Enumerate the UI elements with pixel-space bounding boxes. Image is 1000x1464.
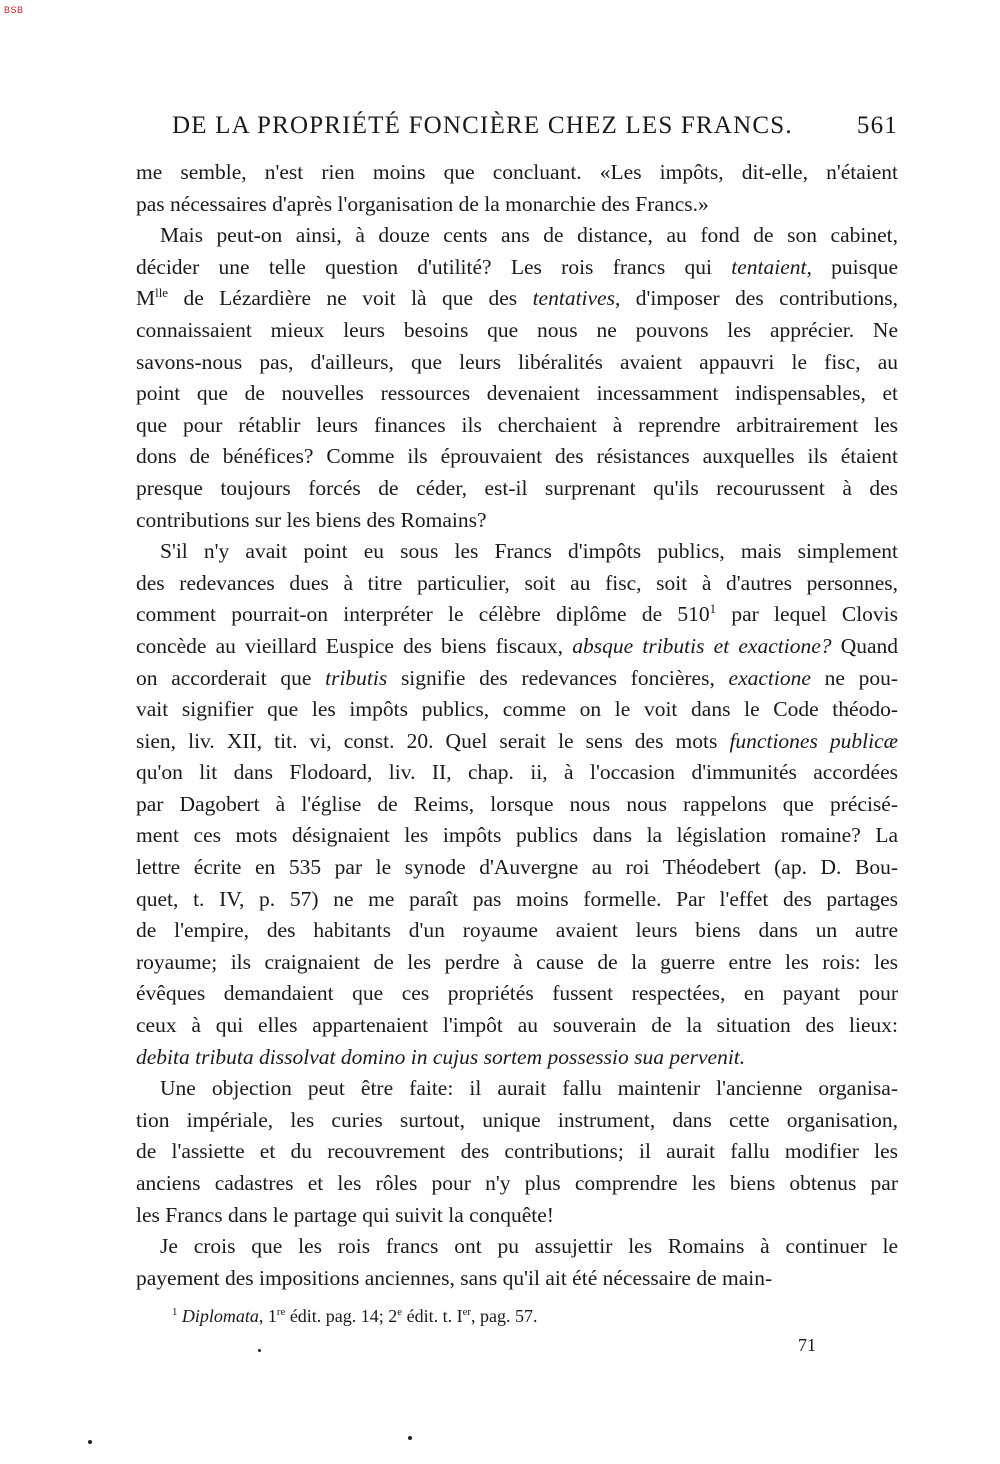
paragraph	[136, 1231, 898, 1294]
text-line	[136, 189, 898, 221]
italic-text: tentatives	[532, 286, 615, 311]
speck	[408, 1436, 412, 1440]
signature-mark: 71	[798, 1335, 816, 1355]
text-run: concède au vieillard Euspice des biens fiscaux,	[136, 633, 573, 658]
text-run: que pour rétablir leurs finances ils cherchaient à reprendre arbitrairement les	[136, 412, 898, 437]
speck	[258, 1349, 261, 1352]
paragraph	[136, 157, 898, 220]
text-line	[136, 441, 898, 473]
text-run: ceux à qui elles appartenaient l'impôt au souverain de la situation des lieux:	[136, 1013, 898, 1038]
text-run: qu'on lit dans Flodoard, liv. II, chap. ii, à l'occasion d'immunités accordées	[136, 760, 898, 785]
text-run: me semble, n'est rien moins que concluant. «Les impôts, dit-elle, n'étaient	[136, 160, 898, 184]
italic-text: Diplomata	[181, 1306, 259, 1326]
text-run: point que de nouvelles ressources devenaient incessamment indispensables, et	[136, 381, 898, 406]
text-line	[136, 1010, 898, 1042]
superscript: lle	[155, 286, 169, 301]
superscript: e	[397, 1306, 403, 1318]
text-run: S'il n'y avait point eu sous les Francs d'impôts publics, mais simplement	[160, 539, 898, 564]
text-line	[136, 978, 898, 1010]
text-line	[136, 473, 898, 505]
running-head	[172, 112, 898, 140]
text-line	[136, 1200, 898, 1232]
text-line	[136, 220, 898, 252]
text-line	[136, 252, 898, 284]
text-run: sien, liv. XII, tit. vi, const. 20. Quel serait le sens des mots	[136, 728, 730, 753]
text-line	[136, 884, 898, 916]
text-run: tion impériale, les curies surtout, unique instrument, dans cette organisation,	[136, 1107, 898, 1132]
italic-text: functiones publicæ	[729, 728, 898, 753]
text-run: Mais peut-on ainsi, à douze cents ans de distance, au fond de son cabinet,	[160, 223, 898, 248]
text-run: payement des impositions anciennes, sans qu'il ait été nécessaire de main-	[136, 1265, 773, 1290]
text-run: de l'assiette et du recouvrement des contributions; il aurait fallu modifier les	[136, 1139, 898, 1164]
text-run: , puisque	[806, 254, 898, 279]
italic-text: debita tributa dissolvat domino in cujus sortem possessio sua pervenit.	[136, 1044, 746, 1069]
text-run: vait signifier que les impôts publics, comme on le voit dans le Code théodo-	[136, 697, 898, 722]
text-line	[136, 947, 898, 979]
italic-text: tributis	[325, 665, 388, 690]
text-line	[136, 599, 898, 631]
text-run: dons de bénéfices? Comme ils éprouvaient des résistances auxquelles ils étaient	[136, 444, 898, 469]
page-title: DE LA PROPRIÉTÉ FONCIÈRE CHEZ LES FRANCS.	[172, 112, 793, 139]
text-line	[136, 1231, 898, 1263]
text-line	[136, 726, 898, 758]
text-line	[136, 1042, 898, 1074]
superscript: re	[276, 1306, 286, 1318]
footnote-mark: 1	[172, 1306, 178, 1318]
text-line	[136, 789, 898, 821]
text-run: connaissaient mieux leurs besoins que nous ne pouvons les apprécier. Ne	[136, 317, 898, 342]
text-run: lettre écrite en 535 par le synode d'Auvergne au roi Théodebert (ap. D. Bou-	[136, 855, 898, 880]
italic-text: exactione	[728, 665, 811, 690]
text-run: par lequel Clovis	[716, 602, 899, 627]
text-run: quet, t. IV, p. 57) ne me paraît pas moins formelle. Par l'effet des partages	[136, 886, 898, 911]
speck	[88, 1440, 92, 1444]
text-line	[136, 1263, 898, 1295]
text-run: royaume; ils craignaient de les perdre à cause de la guerre entre les rois: les	[136, 949, 898, 974]
text-run: de Lézardière ne voit là que des	[168, 286, 533, 311]
text-run: , pag. 57.	[470, 1306, 538, 1326]
text-line	[136, 568, 898, 600]
page-number: 561	[856, 112, 898, 139]
superscript: 1	[709, 602, 717, 617]
italic-text: tentaient	[731, 254, 807, 279]
text-line	[136, 1105, 898, 1137]
text-run: par Dagobert à l'église de Reims, lorsque nous nous rappelons que précisé-	[136, 791, 898, 816]
text-line	[136, 1136, 898, 1168]
text-run: édit. pag. 14; 2	[285, 1306, 398, 1326]
paragraph	[136, 220, 898, 536]
text-run: , 1	[258, 1306, 277, 1326]
text-line	[136, 347, 898, 379]
text-run: des redevances dues à titre particulier, soit au fisc, soit à d'autres personnes,	[136, 570, 898, 595]
text-line	[136, 315, 898, 347]
italic-text: absque tributis et exactione?	[572, 633, 832, 658]
footnote	[172, 1306, 872, 1327]
paragraph	[136, 536, 898, 1073]
text-run: signifie des redevances foncières,	[387, 665, 729, 690]
text-run: édit. t. I	[402, 1306, 463, 1326]
superscript: er	[462, 1306, 471, 1318]
text-run: les Francs dans le partage qui suivit la conquête!	[136, 1202, 554, 1227]
text-run: M	[136, 286, 156, 311]
text-line	[136, 1168, 898, 1200]
text-run: évêques demandaient que ces propriétés fussent respectées, en payant pour	[136, 981, 898, 1006]
text-line	[136, 757, 898, 789]
text-line	[136, 378, 898, 410]
text-run: comment pourrait-on interpréter le célèbre diplôme de 510	[136, 602, 710, 627]
text-run: Je crois que les rois francs ont pu assujettir les Romains à continuer le	[160, 1234, 898, 1259]
text-line	[136, 820, 898, 852]
text-line	[136, 694, 898, 726]
text-run: savons-nous pas, d'ailleurs, que leurs libéralités avaient appauvri le fisc, au	[136, 349, 898, 374]
text-run: ne pou-	[810, 665, 898, 690]
text-run: on accorderait que	[136, 665, 326, 690]
text-run: de l'empire, des habitants d'un royaume avaient leurs biens dans un autre	[136, 918, 898, 943]
text-line	[136, 505, 898, 537]
text-line	[136, 283, 898, 315]
text-run: contributions sur les biens des Romains?	[136, 507, 487, 532]
text-line	[136, 157, 898, 189]
library-stamp: BSB	[4, 5, 24, 15]
text-run: presque toujours forcés de céder, est-il surprenant qu'ils recourussent à des	[136, 475, 898, 500]
text-run: ment ces mots désignaient les impôts publics dans la législation romaine? La	[136, 823, 898, 848]
text-line	[136, 1073, 898, 1105]
text-run: , d'imposer des contributions,	[614, 286, 899, 311]
text-run: Quand	[831, 633, 899, 658]
body-text	[136, 157, 898, 1294]
text-run: Une objection peut être faite: il aurait fallu maintenir l'ancienne organisa-	[160, 1076, 898, 1101]
text-line	[136, 410, 898, 442]
text-line	[136, 852, 898, 884]
text-line	[136, 631, 898, 663]
text-run: anciens cadastres et les rôles pour n'y plus comprendre les biens obtenus par	[136, 1171, 898, 1195]
text-line	[136, 915, 898, 947]
text-run: pas nécessaires d'après l'organisation de la monarchie des Francs.»	[136, 191, 709, 216]
paragraph	[136, 1073, 898, 1231]
text-line	[136, 536, 898, 568]
text-run: décider une telle question d'utilité? Les rois francs qui	[136, 254, 732, 279]
text-line	[136, 663, 898, 695]
